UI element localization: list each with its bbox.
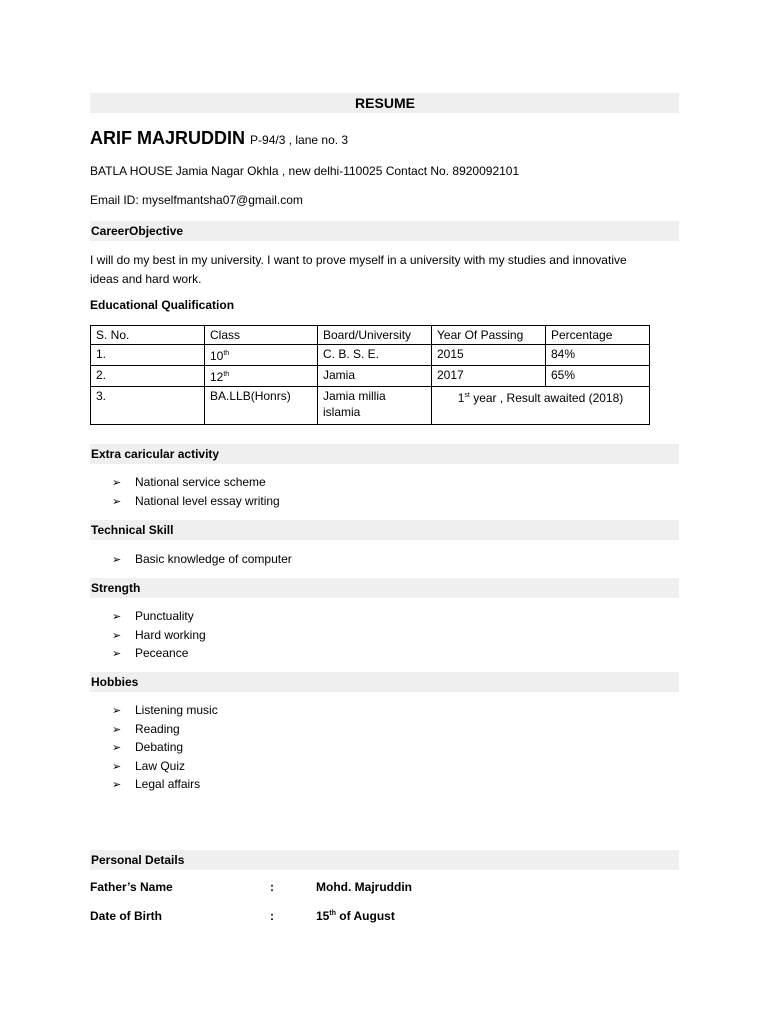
table-cell: BA.LLB(Honrs) bbox=[205, 387, 318, 425]
class-value: 12 bbox=[210, 370, 224, 384]
arrow-bullet-icon: ➢ bbox=[112, 705, 122, 717]
career-heading: CareerObjective bbox=[90, 221, 679, 241]
table-row bbox=[91, 387, 650, 425]
colon-separator: : bbox=[270, 909, 274, 923]
list-item bbox=[112, 738, 218, 757]
class-value: 10 bbox=[210, 349, 224, 363]
list-item bbox=[112, 607, 206, 626]
list-item bbox=[112, 550, 292, 569]
dob-day-suffix: th bbox=[329, 910, 336, 917]
result-text: year , Result awaited (2018) bbox=[469, 391, 624, 405]
arrow-bullet-icon: ➢ bbox=[112, 495, 122, 508]
table-cell: 65% bbox=[546, 366, 650, 387]
table-row bbox=[91, 366, 650, 387]
table-cell: 1. bbox=[91, 345, 205, 366]
dob-day: 15 bbox=[316, 909, 330, 923]
arrow-bullet-icon: ➢ bbox=[112, 723, 122, 736]
list-item-label: National level essay writing bbox=[135, 493, 280, 508]
email-line: Email ID: myselfmantsha07@gmail.com bbox=[90, 193, 303, 207]
list-item bbox=[112, 720, 218, 739]
father-name-label: Father’s Name bbox=[90, 880, 173, 894]
table-cell bbox=[205, 345, 318, 366]
list-item bbox=[112, 473, 280, 492]
table-cell: 2015 bbox=[432, 345, 546, 366]
table-cell: 2. bbox=[91, 366, 205, 387]
arrow-bullet-icon: ➢ bbox=[112, 554, 122, 566]
list-item bbox=[112, 644, 206, 663]
arrow-bullet-icon: ➢ bbox=[112, 779, 122, 792]
list-item-label: National service scheme bbox=[135, 475, 266, 489]
strength-list bbox=[112, 607, 206, 663]
dob-value bbox=[316, 909, 395, 923]
list-item bbox=[112, 757, 218, 776]
hobbies-heading: Hobbies bbox=[90, 672, 679, 692]
list-item-label: Hard working bbox=[135, 627, 206, 642]
dob-month: of August bbox=[335, 909, 395, 923]
dob-label: Date of Birth bbox=[90, 909, 162, 923]
father-name-value: Mohd. Majruddin bbox=[316, 880, 412, 894]
address-line: BATLA HOUSE Jamia Nagar Okhla , new delhi-110025 Contact No. 8920092101 bbox=[90, 164, 520, 178]
arrow-bullet-icon: ➢ bbox=[112, 760, 122, 773]
candidate-name: ARIF MAJRUDDIN bbox=[90, 128, 245, 148]
table-cell: Jamia bbox=[318, 366, 432, 387]
table-header-cell: Board/University bbox=[318, 326, 432, 345]
class-suffix: th bbox=[223, 350, 230, 357]
list-item-label: Reading bbox=[135, 721, 180, 736]
ordinal-suffix: st bbox=[464, 392, 470, 399]
extra-heading: Extra caricular activity bbox=[90, 444, 679, 464]
career-text bbox=[90, 251, 627, 288]
class-suffix: th bbox=[223, 371, 230, 378]
hobbies-list bbox=[112, 701, 218, 794]
table-merged-cell bbox=[432, 387, 650, 425]
year-ordinal: 1 bbox=[457, 391, 465, 405]
arrow-bullet-icon: ➢ bbox=[112, 477, 122, 489]
table-cell: 84% bbox=[546, 345, 650, 366]
table-header-cell: Percentage bbox=[546, 326, 650, 345]
arrow-bullet-icon: ➢ bbox=[112, 611, 122, 623]
list-item-label: Peceance bbox=[135, 646, 189, 661]
list-item bbox=[112, 701, 218, 720]
name-heading bbox=[90, 128, 348, 149]
arrow-bullet-icon: ➢ bbox=[112, 648, 122, 661]
table-row bbox=[91, 345, 650, 366]
resume-title: RESUME bbox=[90, 93, 679, 113]
father-name-row bbox=[90, 880, 678, 898]
technical-list bbox=[112, 550, 292, 569]
list-item-label: Listening music bbox=[135, 703, 218, 717]
education-heading: Educational Qualification bbox=[90, 298, 235, 312]
list-item-label: Law Quiz bbox=[135, 758, 186, 773]
table-header-cell: Class bbox=[205, 326, 318, 345]
colon-separator: : bbox=[270, 880, 274, 894]
personal-heading: Personal Details bbox=[90, 850, 679, 870]
table-header-row bbox=[91, 326, 650, 345]
education-table bbox=[90, 325, 650, 425]
list-item-label: Debating bbox=[135, 740, 184, 755]
table-header-cell: S. No. bbox=[91, 326, 205, 345]
extra-list bbox=[112, 473, 280, 510]
arrow-bullet-icon: ➢ bbox=[112, 742, 122, 755]
list-item bbox=[112, 775, 218, 794]
table-cell: 3. bbox=[91, 387, 205, 425]
table-cell: Jamia millia islamia bbox=[318, 387, 432, 425]
table-cell: C. B. S. E. bbox=[318, 345, 432, 366]
list-item-label: Punctuality bbox=[135, 609, 194, 623]
table-header-cell: Year Of Passing bbox=[432, 326, 546, 345]
table-cell bbox=[205, 366, 318, 387]
list-item bbox=[112, 626, 206, 645]
technical-heading: Technical Skill bbox=[90, 520, 679, 540]
career-text-line1: I will do my best in my university. I want to prove myself in a university with my studies and innovative bbox=[90, 253, 627, 267]
dob-row bbox=[90, 909, 678, 927]
table-cell: 2017 bbox=[432, 366, 546, 387]
career-text-line2: ideas and hard work. bbox=[90, 271, 202, 286]
list-item bbox=[112, 492, 280, 511]
address-inline: P-94/3 , lane no. 3 bbox=[250, 133, 349, 147]
arrow-bullet-icon: ➢ bbox=[112, 629, 122, 642]
strength-heading: Strength bbox=[90, 578, 679, 598]
list-item-label: Legal affairs bbox=[135, 777, 201, 792]
list-item-label: Basic knowledge of computer bbox=[135, 552, 292, 566]
